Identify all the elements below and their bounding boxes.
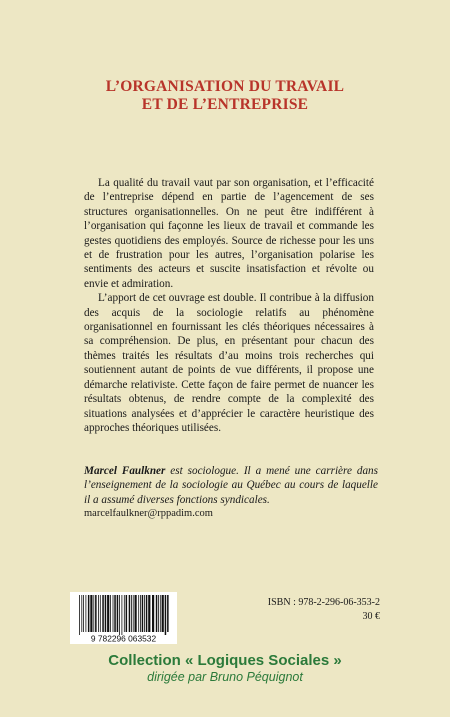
book-title-line-2: ET DE L’ENTREPRISE: [141, 96, 309, 113]
series-director: dirigée par Bruno Péquignot: [147, 670, 303, 684]
barcode-bar: [152, 595, 154, 632]
series-name: Collection « Logiques Sociales »: [108, 652, 342, 669]
book-title: [0, 78, 450, 114]
isbn-block: [250, 596, 380, 624]
barcode-bar: [160, 595, 161, 632]
book-title-line-1: L’ORGANISATION DU TRAVAIL: [105, 78, 345, 95]
barcode-bar: [110, 595, 111, 632]
barcode-bar: [131, 595, 132, 632]
paragraph-1: La qualité du travail vaut par son organisation, et l’efficacité de l’entreprise dépend en partie de l’agencement de ses structures organisationnelles. On ne peut être indifférent à l’organisation qui façonne les lieux de travail et commande les gestes quotidiens des employés. Source de richesse pour les uns et de frustration pour les autres, l’organisation polarise les sentiments des acteurs et suscite insatisfaction et révolte ou envie et admiration.: [84, 177, 374, 290]
price-text: 30 €: [362, 611, 380, 622]
barcode: [70, 592, 177, 644]
barcode-digits: 9 782296 063532: [90, 633, 157, 644]
author-bio: [84, 464, 378, 522]
back-cover-text: [84, 176, 374, 435]
barcode-bar: [88, 595, 90, 632]
paragraph-2: L’apport de cet ouvrage est double. Il contribue à la diffusion des acquis de la sociologie relatifs au phénomène organisationnel en fournissant les clés théoriques nécessaires à sa compréhension. De plus, en présentant pour chacun des thèmes traités les résultats d’au moins trois recherches qui soutiennent autant de points de vue différents, il propose une démarche relativiste. Cette façon de faire permet de nuancer les résultats obtenus, de rendre compte de la complexité des situations analysées et d’apprécier le caractère heuristique des approches théoriques utilisées.: [84, 292, 374, 434]
barcode-bar: [79, 595, 80, 635]
barcode-bar: [119, 595, 120, 635]
barcode-bar: [138, 595, 139, 632]
barcode-bar: [133, 595, 134, 632]
barcode-bar: [156, 595, 158, 632]
barcode-bar: [165, 595, 167, 635]
barcode-bar: [142, 595, 144, 632]
barcode-bar: [148, 595, 150, 632]
barcode-bar: [83, 595, 84, 632]
barcode-bar: [95, 595, 97, 632]
barcode-bar: [146, 595, 148, 632]
barcode-bar: [144, 595, 145, 632]
barcode-bar: [100, 595, 101, 632]
barcode-bar: [162, 595, 164, 632]
barcode-bar: [126, 595, 128, 632]
barcode-bar: [105, 595, 107, 632]
barcode-bar: [135, 595, 137, 632]
author-email: marcelfaulkner@rppadim.com: [84, 508, 213, 520]
barcode-bar: [158, 595, 159, 632]
barcode-bar: [93, 595, 94, 632]
barcode-bar: [81, 595, 82, 632]
barcode-bar: [107, 595, 109, 632]
barcode-bar: [167, 595, 169, 632]
barcode-bar: [114, 595, 116, 632]
isbn-text: ISBN : 978-2-296-06-353-2: [267, 597, 380, 608]
barcode-bar: [117, 595, 119, 632]
author-name: Marcel Faulkner: [84, 465, 166, 477]
barcode-bar: [90, 595, 92, 632]
barcode-bar: [86, 595, 87, 632]
barcode-bars: [79, 595, 169, 635]
barcode-graphic: [70, 592, 177, 644]
barcode-bar: [124, 595, 125, 632]
barcode-bar: [113, 595, 114, 632]
barcode-bar: [140, 595, 141, 632]
barcode-bar: [102, 595, 104, 632]
series-block: [0, 652, 450, 685]
barcode-bar: [98, 595, 99, 632]
barcode-bar: [122, 595, 123, 635]
barcode-bar: [129, 595, 131, 632]
author-bio-text: est sociologue. Il a mené une carrière dans l’enseignement de la sociologie au Québec au cours de laquelle il a assumé diverses fonctions syndicales.: [84, 465, 378, 506]
